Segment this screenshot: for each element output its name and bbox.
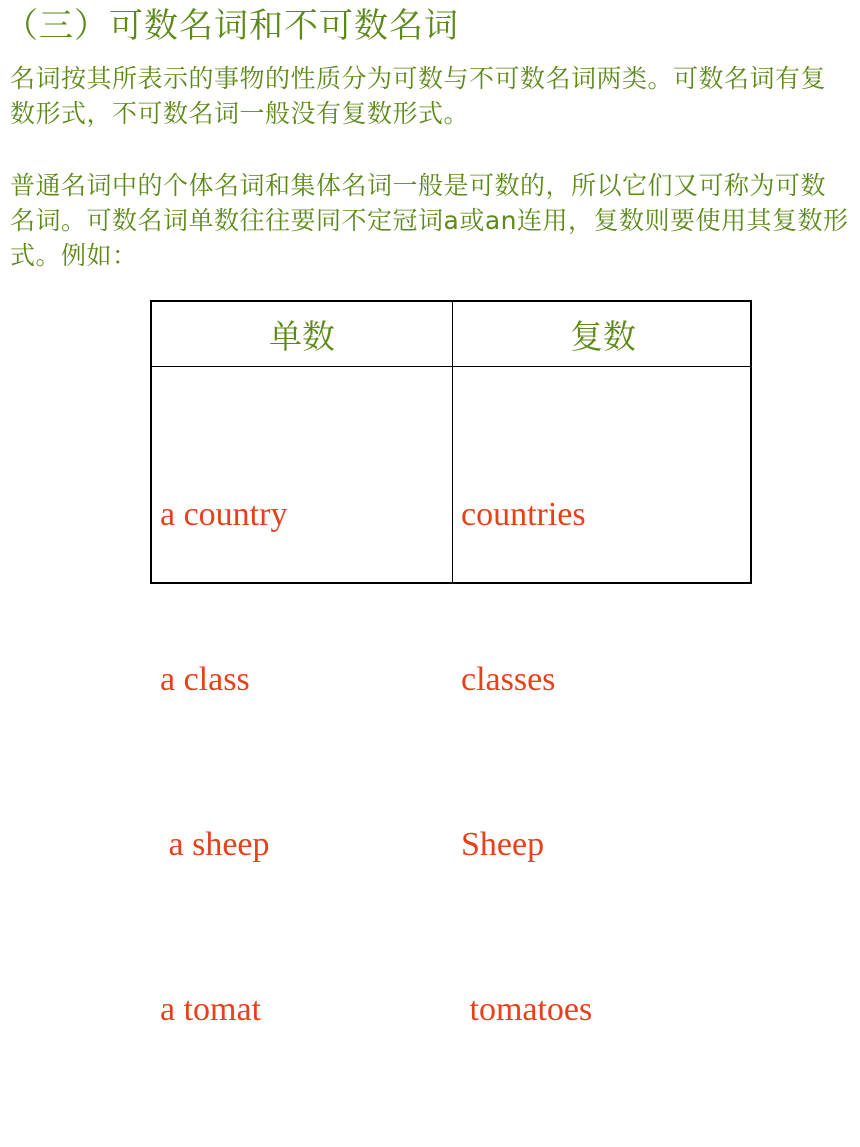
table-header-singular: 单数	[269, 316, 335, 356]
table-cell-singular: a tomat	[160, 991, 262, 1028]
paragraph-countable-usage: 普通名词中的个体名词和集体名词一般是可数的，所以它们又可称为可数名词。可数名词单数往往要同不定冠词a或an连用，复数则要使用其复数形式。例如：	[10, 171, 849, 270]
plural-column	[461, 367, 757, 1147]
table-cell-plural: tomatoes	[461, 991, 593, 1028]
table-cell-singular: a country	[160, 496, 288, 533]
table-cell-plural: classes	[461, 661, 556, 698]
paragraph-countable-definition: 名词按其所表示的事物的性质分为可数与不可数名词两类。可数名词有复数形式，不可数名词一般没有复数形式。	[10, 64, 827, 128]
table-cell-singular: a sheep	[160, 826, 270, 863]
singular-plural-table	[150, 300, 752, 1028]
singular-column	[160, 367, 456, 1147]
table-cell-plural: Sheep	[461, 826, 545, 863]
page-title: （三）可数名词和不可数名词	[4, 6, 459, 46]
table-header-plural: 复数	[570, 316, 636, 356]
table-cell-singular: a class	[160, 661, 250, 698]
table-cell-plural: countries	[461, 496, 586, 533]
